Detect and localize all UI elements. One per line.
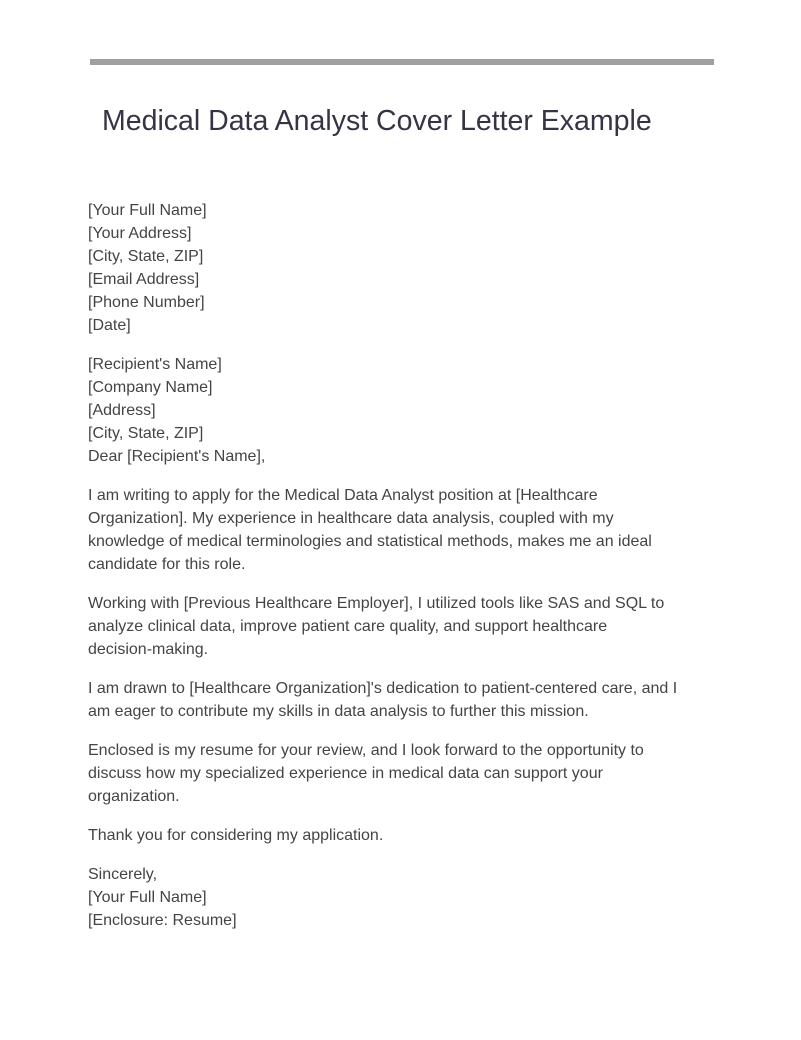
sender-address-block <box>88 199 728 337</box>
paragraph-thanks <box>88 824 728 847</box>
paragraph-line: I am writing to apply for the Medical Data Analyst position at [Healthcare <box>88 487 598 504</box>
closing-line: [Enclosure: Resume] <box>88 912 237 929</box>
page-title: Medical Data Analyst Cover Letter Example <box>102 105 652 137</box>
paragraph-line: candidate for this role. <box>88 556 246 573</box>
sender-line: [Phone Number] <box>88 294 205 311</box>
paragraph-line: Working with [Previous Healthcare Employer], I utilized tools like SAS and SQL to <box>88 595 665 612</box>
paragraph-line: knowledge of medical terminologies and statistical methods, makes me an ideal <box>88 533 652 550</box>
recipient-line: [Recipient's Name] <box>88 356 222 373</box>
closing-line: [Your Full Name] <box>88 889 207 906</box>
paragraph-line: Enclosed is my resume for your review, and I look forward to the opportunity to <box>88 742 644 759</box>
recipient-line: [City, State, ZIP] <box>88 425 204 442</box>
recipient-line: [Address] <box>88 402 156 419</box>
sender-line: [Your Full Name] <box>88 202 207 219</box>
recipient-line: [Company Name] <box>88 379 213 396</box>
sender-line: [Your Address] <box>88 225 192 242</box>
paragraph-line: decision-making. <box>88 641 209 658</box>
paragraph-line: organization. <box>88 788 180 805</box>
paragraph-line: I am drawn to [Healthcare Organization]'s dedication to patient-centered care, and I <box>88 680 678 697</box>
closing-block <box>88 863 728 932</box>
paragraph-line: discuss how my specialized experience in medical data can support your <box>88 765 603 782</box>
paragraph-line: Thank you for considering my application. <box>88 827 384 844</box>
paragraph-intro <box>88 484 728 576</box>
sender-line: [City, State, ZIP] <box>88 248 204 265</box>
recipient-address-block <box>88 353 728 445</box>
sender-line: [Email Address] <box>88 271 200 288</box>
letter-body <box>88 199 728 948</box>
paragraph-line: am eager to contribute my skills in data analysis to further this mission. <box>88 703 589 720</box>
salutation <box>88 445 728 468</box>
paragraph-motivation <box>88 677 728 723</box>
closing-line: Sincerely, <box>88 866 158 883</box>
paragraph-line: analyze clinical data, improve patient care quality, and support healthcare <box>88 618 608 635</box>
sender-line: [Date] <box>88 317 131 334</box>
top-divider-bar <box>90 59 714 65</box>
salutation-text: Dear [Recipient's Name], <box>88 448 266 465</box>
paragraph-experience <box>88 592 728 661</box>
paragraph-enclosure <box>88 739 728 808</box>
paragraph-line: Organization]. My experience in healthcare data analysis, coupled with my <box>88 510 614 527</box>
